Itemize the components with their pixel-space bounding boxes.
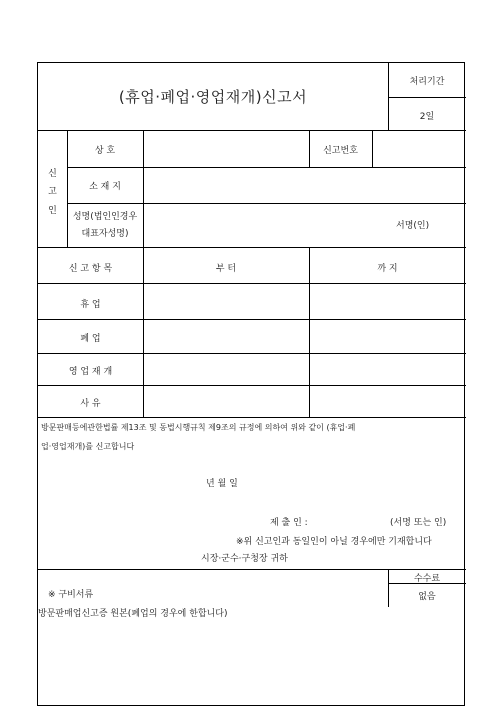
submitter-note: ※위 신고인과 동일인이 아닐 경우에만 기재합니다 — [236, 537, 432, 547]
required-documents-label: ※ 구비서류 — [48, 590, 94, 600]
divider — [67, 167, 466, 168]
processing-period-value: 2일 — [419, 112, 435, 122]
location-label: 소 재 지 — [89, 182, 121, 192]
name-label-line2: 대표자성명) — [81, 229, 129, 239]
report-item-header: 신 고 항 목 — [68, 264, 113, 274]
name-label-line1: 성명(법인인경우 — [72, 212, 138, 222]
divider — [372, 130, 373, 167]
divider — [38, 569, 466, 570]
form-title: (휴업·폐업·영업재개)신고서 — [118, 88, 308, 106]
divider — [38, 283, 466, 284]
row-label-closure: 폐 업 — [80, 334, 101, 344]
divider — [38, 130, 466, 131]
report-number-label: 신고번호 — [323, 146, 358, 156]
from-header: 부 터 — [215, 264, 237, 274]
trade-name-label: 상 호 — [94, 146, 116, 156]
sign-or-seal-label: (서명 또는 인) — [390, 518, 447, 528]
required-documents-item: 방문판매업신고증 원본(폐업의 경우에 한합니다) — [38, 609, 228, 619]
fee-value: 없음 — [418, 592, 436, 602]
divider — [38, 417, 466, 418]
date-field: 년 월 일 — [206, 479, 238, 489]
reporter-side-label-1: 신 — [48, 169, 57, 179]
row-label-suspension: 휴 업 — [80, 300, 101, 310]
divider — [388, 97, 466, 98]
fee-label: 수수료 — [413, 574, 441, 584]
statement-line1: 방문판매등에관한법률 제13조 및 동법시행규칙 제9조의 규정에 의하여 위와 같이 (휴업·폐 — [41, 423, 356, 432]
report-form — [37, 62, 465, 706]
divider — [38, 385, 466, 386]
reporter-side-label-2: 고 — [48, 187, 57, 197]
divider — [67, 203, 466, 204]
statement-line2: 업·영업재개)를 신고합니다 — [41, 442, 135, 451]
divider — [38, 247, 466, 248]
divider — [38, 319, 466, 320]
divider — [38, 353, 466, 354]
processing-period-label: 처리기간 — [409, 77, 445, 87]
recipient-label: 시장·군수·구청장 귀하 — [201, 554, 288, 564]
row-label-resumption: 영 업 재 개 — [68, 367, 113, 377]
row-label-reason: 사 유 — [80, 399, 101, 409]
to-header: 까 지 — [377, 264, 398, 274]
reporter-side-label-3: 인 — [48, 206, 57, 216]
signature-label: 서명(인) — [396, 221, 430, 231]
submitter-label: 제 출 인 : — [270, 518, 308, 528]
